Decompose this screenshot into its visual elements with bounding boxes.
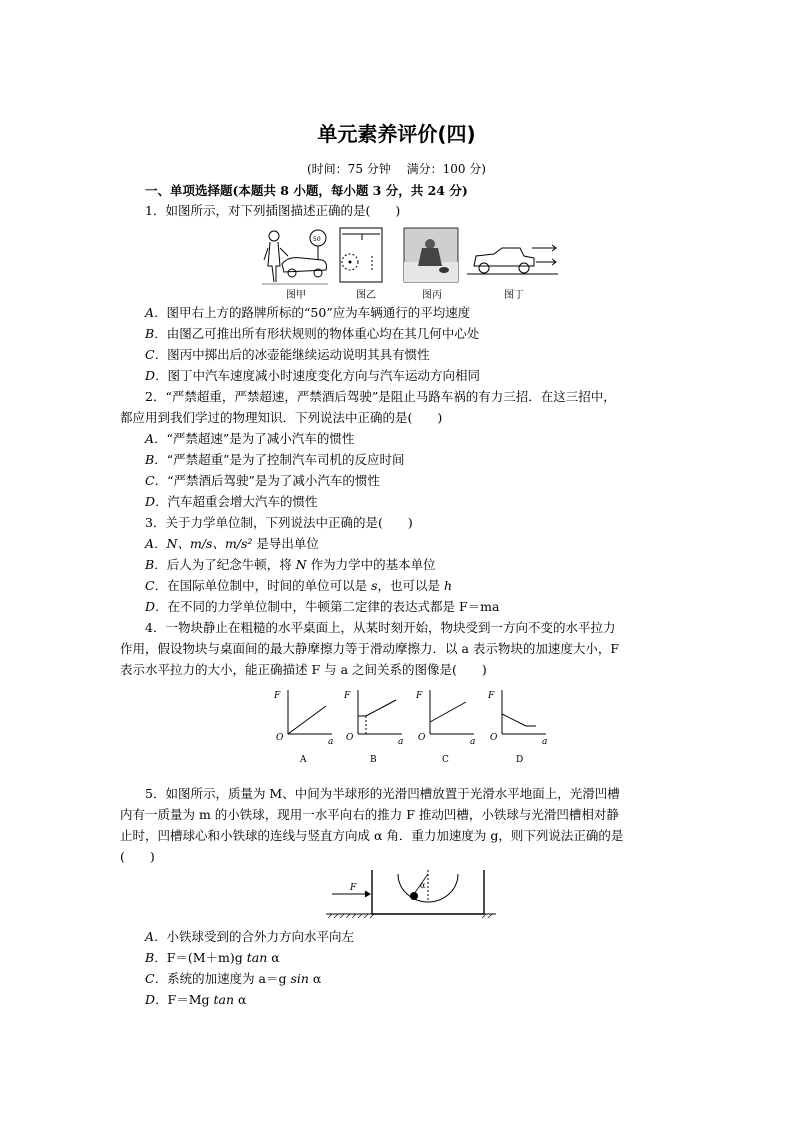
exam-info: (时间：75 分钟 满分：100 分): [307, 162, 486, 176]
graph-c: [415, 690, 475, 765]
q5-option-c: C．系统的加速度为 a＝g sin α: [145, 971, 322, 986]
fig-label-jia: 图甲: [286, 290, 306, 301]
graph-b-y-label: F: [344, 691, 351, 701]
graph-d-x-label: a: [542, 737, 548, 747]
graph-d-label: D: [516, 755, 524, 765]
q4-stem-line3: 表示水平拉力的大小，能正确描述 F 与 a 之间关系的图像是( ): [120, 662, 487, 677]
graph-c-label: C: [442, 755, 449, 765]
graph-d: [487, 690, 547, 765]
section-heading: 一、单项选择题(本题共 8 小题，每小题 3 分，共 24 分): [145, 183, 468, 198]
fig-label-bing: 图丙: [422, 290, 442, 301]
q1-option-d: D．图丁中汽车速度减小时速度变化方向与汽车运动方向相同: [145, 368, 481, 383]
q5-option-b: B．F＝(M＋m)g tan α: [145, 950, 280, 965]
graph-a-origin: O: [276, 733, 284, 743]
q1-figure-strip: [262, 226, 562, 302]
q2-stem-line2: 都应用到我们学过的物理知识．下列说法中正确的是( ): [120, 410, 443, 425]
graph-c-x-label: a: [470, 737, 476, 747]
graph-b-label: B: [370, 755, 377, 765]
q5-angle-label: α: [420, 881, 426, 890]
q5-stem-line2: 内有一质量为 m 的小铁球，现用一水平向右的推力 F 推动凹槽，小铁球与光滑凹槽相对静: [120, 807, 619, 822]
graph-b-x-label: a: [398, 737, 404, 747]
q1-option-c: C．图丙中掷出后的冰壶能继续运动说明其具有惯性: [145, 347, 430, 362]
graph-b-origin: O: [346, 733, 354, 743]
q2-option-b: B．“严禁超重”是为了控制汽车司机的反应时间: [145, 452, 405, 467]
q3-option-c: C．在国际单位制中，时间的单位可以是 s，也可以是 h: [145, 578, 453, 593]
q5-stem-line1: 5．如图所示，质量为 M、中间为半球形的光滑凹槽放置于光滑水平地面上，光滑凹槽: [145, 786, 620, 801]
q3-option-a: A．N、m/s、m/s² 是导出单位: [145, 536, 319, 551]
graph-a-y-label: F: [274, 691, 281, 701]
graph-a-label: A: [300, 755, 307, 765]
q4-stem-line1: 4．一物块静止在粗糙的水平桌面上，从某时刻开始，物块受到一方向不变的水平拉力: [145, 620, 616, 635]
q5-force-label: F: [350, 883, 357, 893]
iron-ball: [410, 892, 418, 900]
fig-label-ding: 图丁: [504, 290, 524, 301]
q5-figure: [322, 866, 498, 920]
q2-stem-line1: 2．“严禁超重，严禁超速，严禁酒后驾驶”是阻止马路车祸的有力三招．在这三招中，: [145, 389, 616, 404]
q2-option-c: C．“严禁酒后驾驶”是为了减小汽车的惯性: [145, 473, 380, 488]
q3-option-d: D．在不同的力学单位制中，牛顿第二定律的表达式都是 F＝ma: [145, 599, 500, 614]
speed-sign-text: 50: [313, 236, 321, 243]
q5-stem-line4: ( ): [120, 849, 155, 864]
graph-d-origin: O: [490, 733, 498, 743]
fig-label-yi: 图乙: [356, 290, 376, 301]
graph-d-y-label: F: [488, 691, 495, 701]
q1-stem: 1．如图所示，对下列插图描述正确的是( ): [145, 203, 401, 218]
q3-option-b: B．后人为了纪念牛顿，将 N 作为力学中的基本单位: [145, 557, 436, 572]
q1-option-b: B．由图乙可推出所有形状规则的物体重心均在其几何中心处: [145, 326, 480, 341]
q5-option-a: A．小铁球受到的合外力方向水平向左: [145, 929, 355, 944]
graph-b: [343, 690, 403, 765]
fig-bing-photo: [404, 228, 458, 282]
q2-option-d: D．汽车超重会增大汽车的惯性: [145, 494, 318, 509]
fig-yi-drawing: [340, 228, 382, 282]
fig-ding-drawing: [467, 245, 558, 274]
graph-a: [273, 690, 333, 765]
q3-stem: 3．关于力学单位制，下列说法中正确的是( ): [145, 515, 413, 530]
page-title: 单元素养评价(四): [317, 122, 476, 146]
q1-option-a: A．图甲右上方的路牌所标的“50”应为车辆通行的平均速度: [145, 305, 471, 320]
graph-c-origin: O: [418, 733, 426, 743]
graph-a-x-label: a: [328, 737, 334, 747]
graph-c-y-label: F: [416, 691, 423, 701]
q2-option-a: A．“严禁超速”是为了减小汽车的惯性: [145, 431, 355, 446]
q5-stem-line3: 止时，凹槽球心和小铁球的连线与竖直方向成 α 角．重力加速度为 g，则下列说法正确的是: [120, 828, 624, 843]
q4-stem-line2: 作用，假设物块与桌面间的最大静摩擦力等于滑动摩擦力．以 a 表示物块的加速度大小，F: [120, 641, 620, 656]
q4-graphs: [270, 686, 560, 768]
q5-option-d: D．F＝Mg tan α: [145, 992, 247, 1007]
